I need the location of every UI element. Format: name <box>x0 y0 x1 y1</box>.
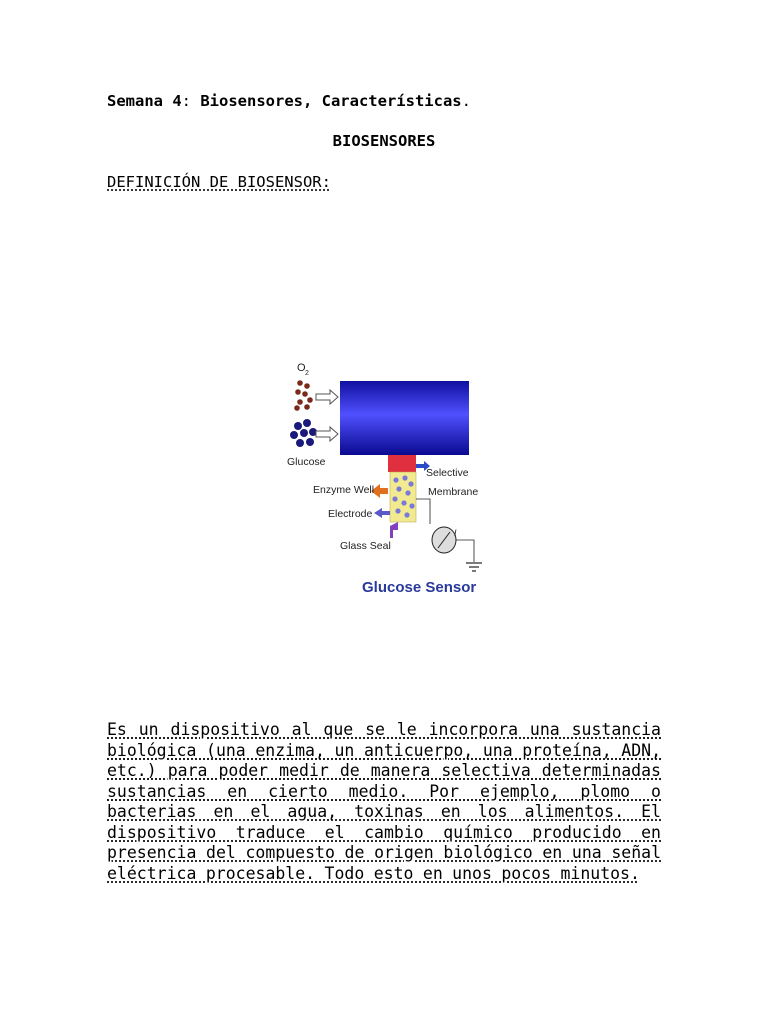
o2-label: O <box>297 362 306 374</box>
figure-caption: Glucose Sensor <box>362 579 477 596</box>
electrode-arrow <box>374 508 390 518</box>
selective-label: Selective <box>426 467 469 479</box>
selective-membrane <box>388 455 416 472</box>
circuit-wire <box>416 499 430 524</box>
meter-label: I <box>454 528 457 538</box>
document-title: Semana 4: Biosensores, Características. <box>107 92 471 110</box>
title-period: . <box>461 92 471 110</box>
title-week: Semana 4 <box>107 92 182 110</box>
title-topic: Biosensores, Características <box>191 92 462 110</box>
ground-icon <box>466 563 482 571</box>
glucose-sensor-diagram <box>280 356 500 601</box>
o2-subscript: 2 <box>305 370 309 377</box>
glucose-arrow <box>316 427 338 441</box>
enzyme-well-label: Enzyme Well <box>313 484 375 496</box>
electrode-label: Electrode <box>328 508 373 520</box>
oxygen-molecules <box>294 380 313 411</box>
oxygen-arrow <box>316 390 338 404</box>
definition-label: DEFINICIÓN DE BIOSENSOR: <box>107 173 331 191</box>
glass-seal <box>390 522 398 538</box>
definition-paragraph: Es un dispositivo al que se le incorpora una sustancia biológica (una enzima, un anticuerpo, una proteína, ADN, etc.) para poder medir de manera selectiva determinadas sustancias en cierto medio. Por ejemplo, plomo o bacterias en el agua, toxinas en los alimentos. El dispositivo traduce el cambio químico producido en presencia del compuesto de origen biológico en una señal eléctrica procesable. Todo esto en unos pocos minutos. <box>107 720 661 883</box>
glass-seal-label: Glass Seal <box>340 540 391 552</box>
section-heading: BIOSENSORES <box>332 132 436 150</box>
glucose-molecules <box>290 419 317 447</box>
sample-chamber <box>340 381 469 455</box>
membrane-label: Membrane <box>428 486 479 498</box>
ground-wire <box>456 540 474 562</box>
glucose-label: Glucose <box>287 456 326 468</box>
